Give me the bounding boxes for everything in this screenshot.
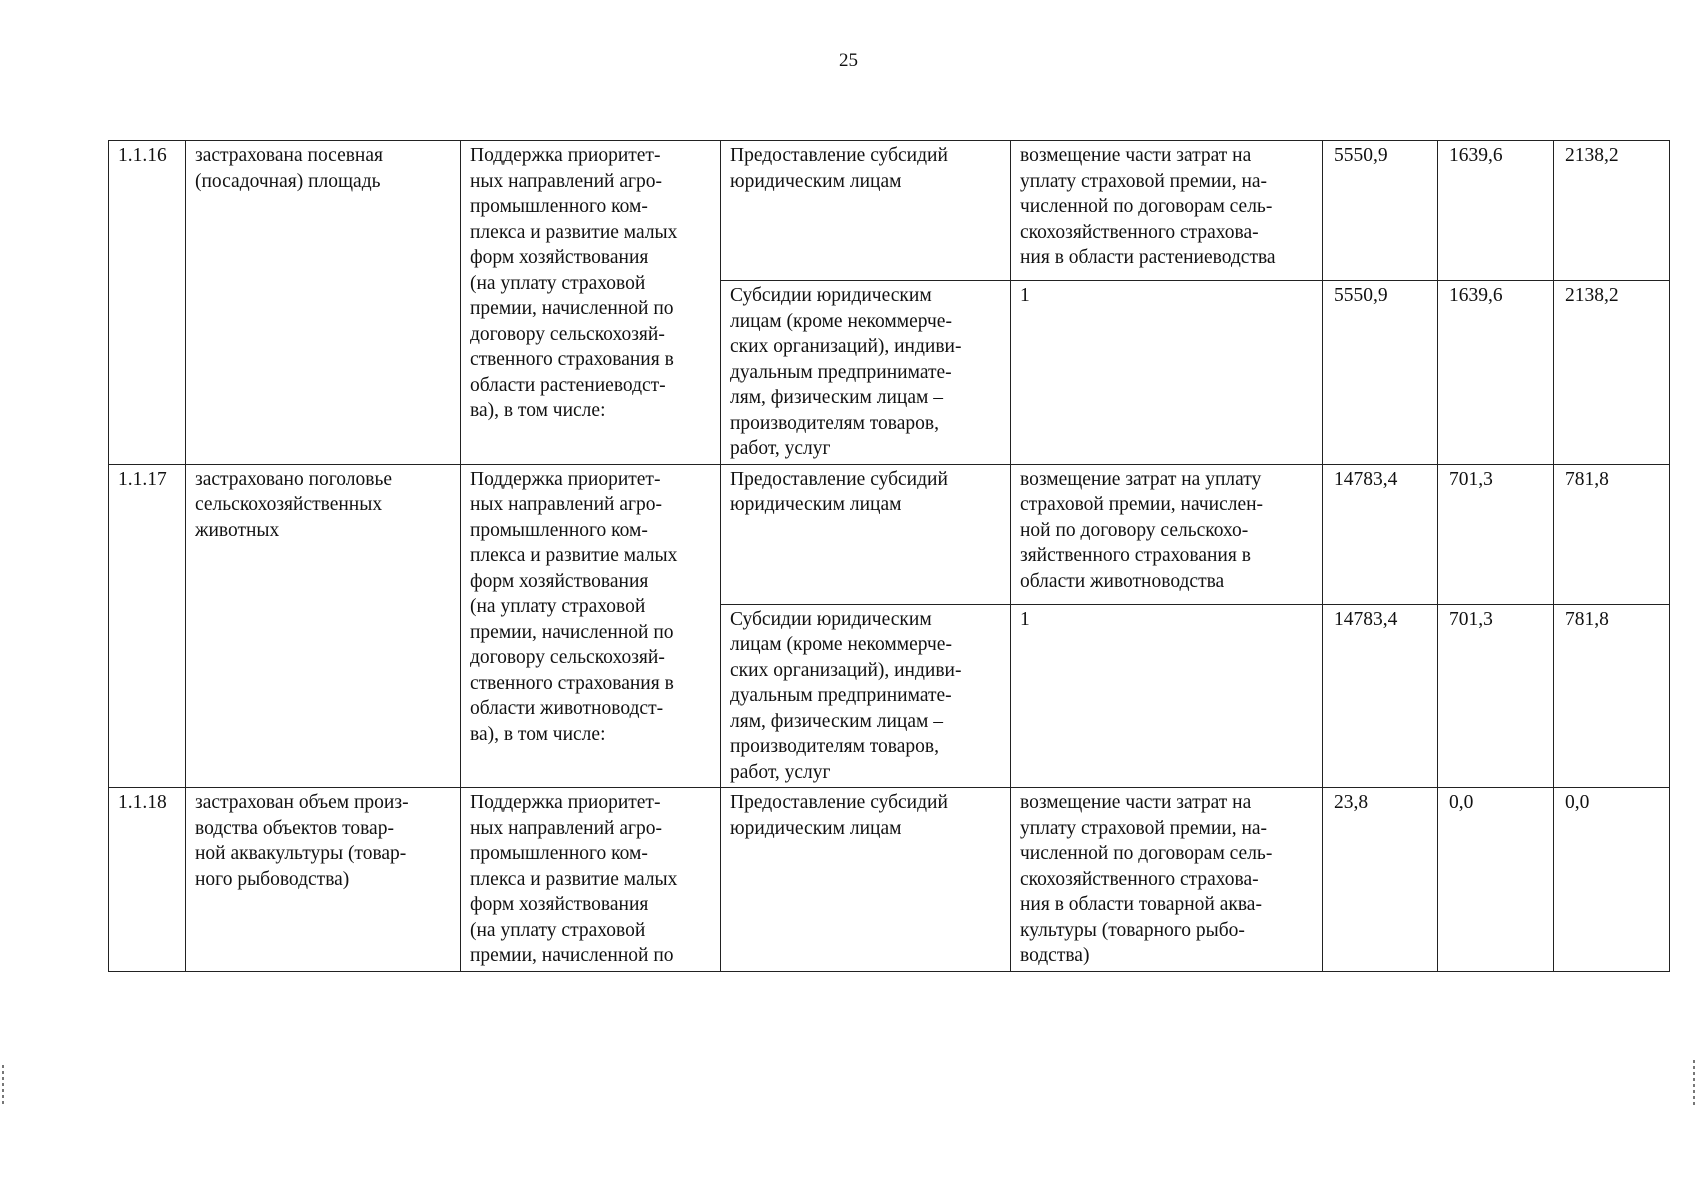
purpose-cell: возмещение части затрат на уплату страховой премии, на- численной по договорам сель- скохозяйственного страхова- ния в области растениеводства <box>1011 141 1323 281</box>
scan-edge-mark-left <box>2 1065 4 1105</box>
table-row <box>109 464 1670 604</box>
measure-cell: Предоставление субсидий юридическим лицам <box>721 788 1011 972</box>
indicator-cell: застрахована посевная (посадочная) площадь <box>186 141 461 465</box>
value-cell-2: 701,3 <box>1438 464 1554 604</box>
value-cell-3: 2138,2 <box>1554 281 1670 465</box>
value-cell-1: 5550,9 <box>1323 141 1438 281</box>
purpose-cell: 1 <box>1011 281 1323 465</box>
value-cell-3: 781,8 <box>1554 464 1670 604</box>
purpose-cell: 1 <box>1011 604 1323 788</box>
value-cell-1: 14783,4 <box>1323 604 1438 788</box>
measure-cell: Субсидии юридическим лицам (кроме некоммерче- ских организаций), индиви- дуальным предпринимате- лям, физическим лицам – производителям товаров, работ, услуг <box>721 281 1011 465</box>
measure-cell: Субсидии юридическим лицам (кроме некоммерче- ских организаций), индиви- дуальным предпринимате- лям, физическим лицам – производителям товаров, работ, услуг <box>721 604 1011 788</box>
value-cell-1: 5550,9 <box>1323 281 1438 465</box>
measures-table <box>108 140 1670 972</box>
value-cell-3: 0,0 <box>1554 788 1670 972</box>
row-number: 1.1.16 <box>109 141 186 465</box>
purpose-cell: возмещение затрат на уплату страховой премии, начислен- ной по договору сельскохо- зяйственного страхования в области животноводства <box>1011 464 1323 604</box>
indicator-cell: застраховано поголовье сельскохозяйственных животных <box>186 464 461 788</box>
program-cell: Поддержка приоритет- ных направлений агро- промышленного ком- плекса и развитие малых форм хозяйствования (на уплату страховой премии, начисленной по <box>461 788 721 972</box>
value-cell-3: 2138,2 <box>1554 141 1670 281</box>
value-cell-1: 14783,4 <box>1323 464 1438 604</box>
value-cell-1: 23,8 <box>1323 788 1438 972</box>
measure-cell: Предоставление субсидий юридическим лицам <box>721 464 1011 604</box>
row-number: 1.1.18 <box>109 788 186 972</box>
page-number: 25 <box>839 50 858 71</box>
value-cell-2: 701,3 <box>1438 604 1554 788</box>
value-cell-2: 1639,6 <box>1438 281 1554 465</box>
measure-cell: Предоставление субсидий юридическим лицам <box>721 141 1011 281</box>
value-cell-2: 0,0 <box>1438 788 1554 972</box>
value-cell-3: 781,8 <box>1554 604 1670 788</box>
program-cell: Поддержка приоритет- ных направлений агро- промышленного ком- плекса и развитие малых форм хозяйствования (на уплату страховой премии, начисленной по договору сельскохозяй- ственного страхования в области животноводст- ва), в том числе: <box>461 464 721 788</box>
indicator-cell: застрахован объем произ- водства объектов товар- ной аквакультуры (товар- ного рыбоводства) <box>186 788 461 972</box>
program-cell: Поддержка приоритет- ных направлений агро- промышленного ком- плекса и развитие малых форм хозяйствования (на уплату страховой премии, начисленной по договору сельскохозяй- ственного страхования в области растениеводст- ва), в том числе: <box>461 141 721 465</box>
scan-edge-mark-right <box>1693 1060 1695 1105</box>
purpose-cell: возмещение части затрат на уплату страховой премии, на- численной по договорам сель- скохозяйственного страхова- ния в области товарной аква- культуры (товарного рыбо- водства) <box>1011 788 1323 972</box>
value-cell-2: 1639,6 <box>1438 141 1554 281</box>
table-row <box>109 788 1670 972</box>
row-number: 1.1.17 <box>109 464 186 788</box>
table-row <box>109 141 1670 281</box>
